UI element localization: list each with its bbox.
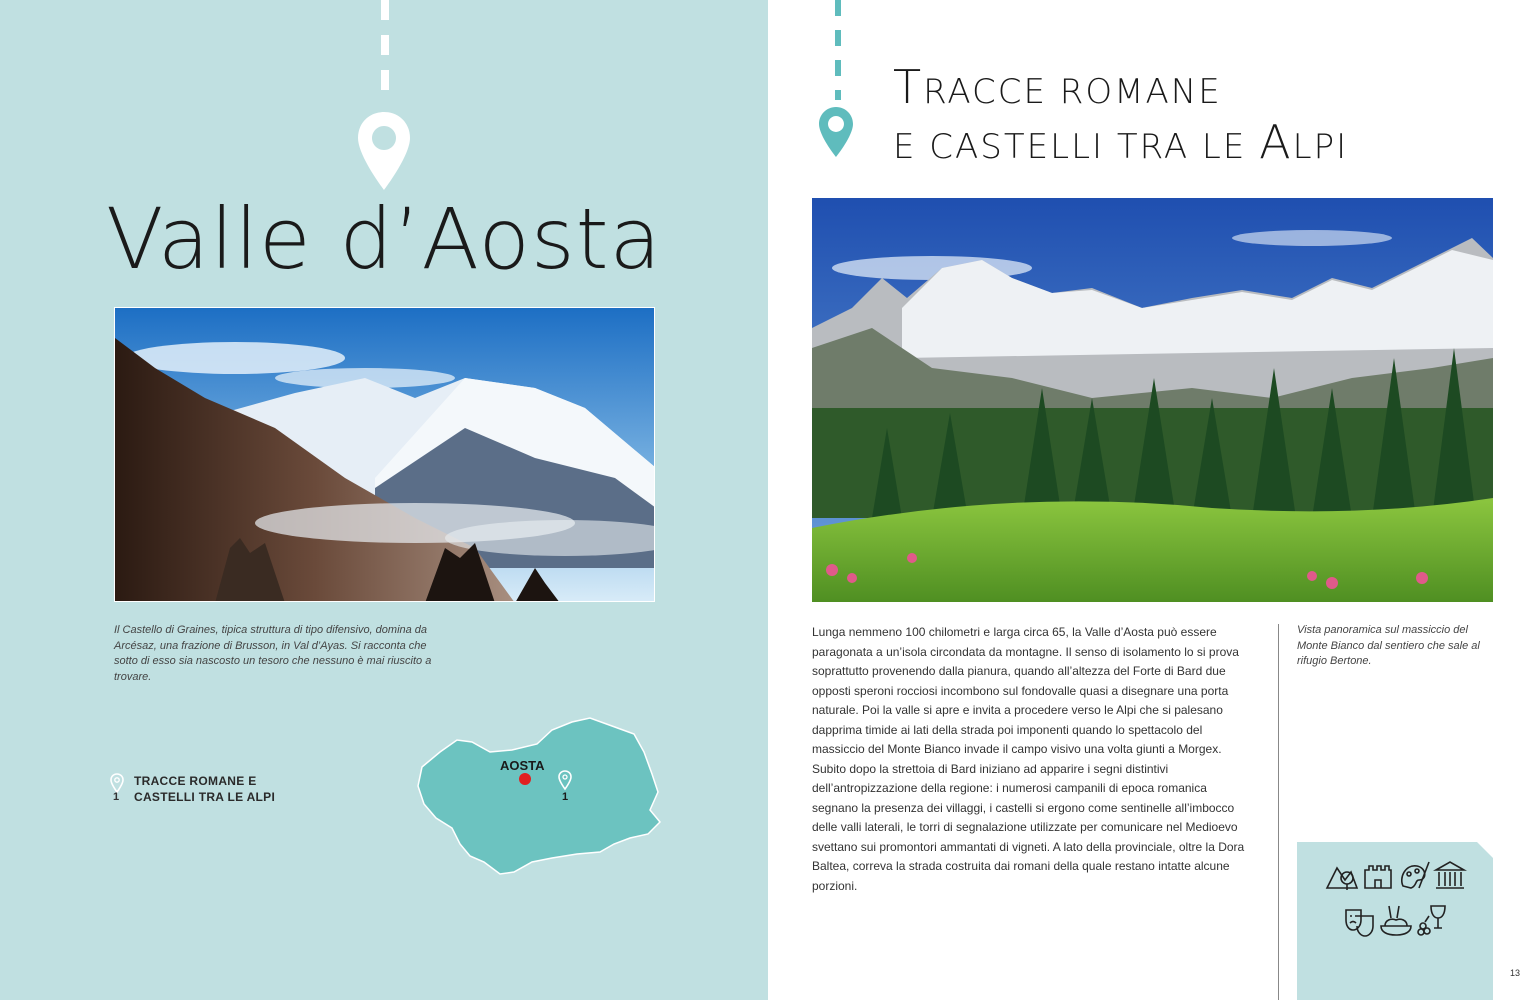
castle-icon [1361, 858, 1395, 892]
region-map [412, 712, 668, 882]
wine-icon [1415, 904, 1449, 938]
page-number: 13 [1510, 968, 1521, 978]
route-title-line-2: E CASTELLI TRA LE ALPI [893, 115, 1349, 169]
legend-line-1: TRACCE ROMANE E [134, 774, 257, 788]
location-pin-icon [356, 110, 412, 192]
museum-icon [1433, 858, 1467, 892]
route-title [893, 62, 1348, 172]
monte-bianco-photo [812, 198, 1493, 602]
nature-icon [1325, 858, 1359, 892]
legend-line-2: CASTELLI TRA LE ALPI [134, 790, 276, 804]
region-shape [418, 718, 660, 874]
theatre-icon [1343, 904, 1377, 938]
route-title-line-1: TRACCE ROMANE [893, 60, 1222, 114]
column-divider [1278, 624, 1279, 1000]
photo-caption-left: Il Castello di Graines, tipica struttura di tipo difensivo, domina da Arcésaz, una frazione di Brusson, in Val d’Ayas. Si racconta che sotto di esso sia nascosto un tesoro che nessuno è mai riuscito a trovare. [114, 624, 432, 683]
food-icon [1379, 904, 1413, 938]
teal-location-pin-icon [818, 106, 854, 158]
photo-caption-right: Vista panoramica sul massiccio del Monte Bianco dal sentiero che sale al rifugio Bertone. [1297, 624, 1480, 667]
map-pin-number: 1 [562, 791, 569, 803]
legend-route-label [134, 773, 275, 805]
art-icon [1397, 858, 1431, 892]
route-dashed-line [381, 0, 389, 100]
route-body-text: Lunga nemmeno 100 chilometri e larga circa 65, la Valle d’Aosta può essere paragonata a un’isola circondata da montagne. Il senso di isolamento lo si prova soprattutto provenendo dalla pianura, quando all’altezza del Forte di Bard due opposti speroni rocciosi incombono sul fondovalle quasi a disegnare una porta naturale. Poi la valle si apre e invita a procedere verso le Alpi che si palesano dapprima timide ai lati della strada poi imponenti quando lo spettacolo del massiccio del Monte Bianco invade il campo visivo una volta giunti a Morgex. Subito dopo la strettoia di Bard iniziano ad apparire i segni distintivi dell’antropizzazione della regione: i numerosi campanili di epoca romanica segnano la presenza dei villaggi, i castelli si ergono come sentinelle all’imbocco delle valli laterali, le torri di segnalazione utilizzate per comunicare nel Medioevo svettano sui promontori ammantati di vigneti. A lato della provinciale, oltre la Dora Baltea, correva la strada costruita dai romani della quale restano intatte alcune porzioni. [812, 625, 1245, 893]
left-page [0, 0, 768, 1000]
route-dashed-line-teal [835, 0, 841, 100]
aosta-city-dot [519, 773, 531, 785]
map-city-label: AOSTA [500, 758, 545, 773]
castle-mountain-photo [114, 307, 655, 602]
attractions-icon-box [1297, 842, 1493, 1000]
legend-pin-icon [110, 773, 124, 793]
legend-number: 1 [113, 791, 120, 803]
region-title: Valle d’Aosta [105, 190, 663, 288]
